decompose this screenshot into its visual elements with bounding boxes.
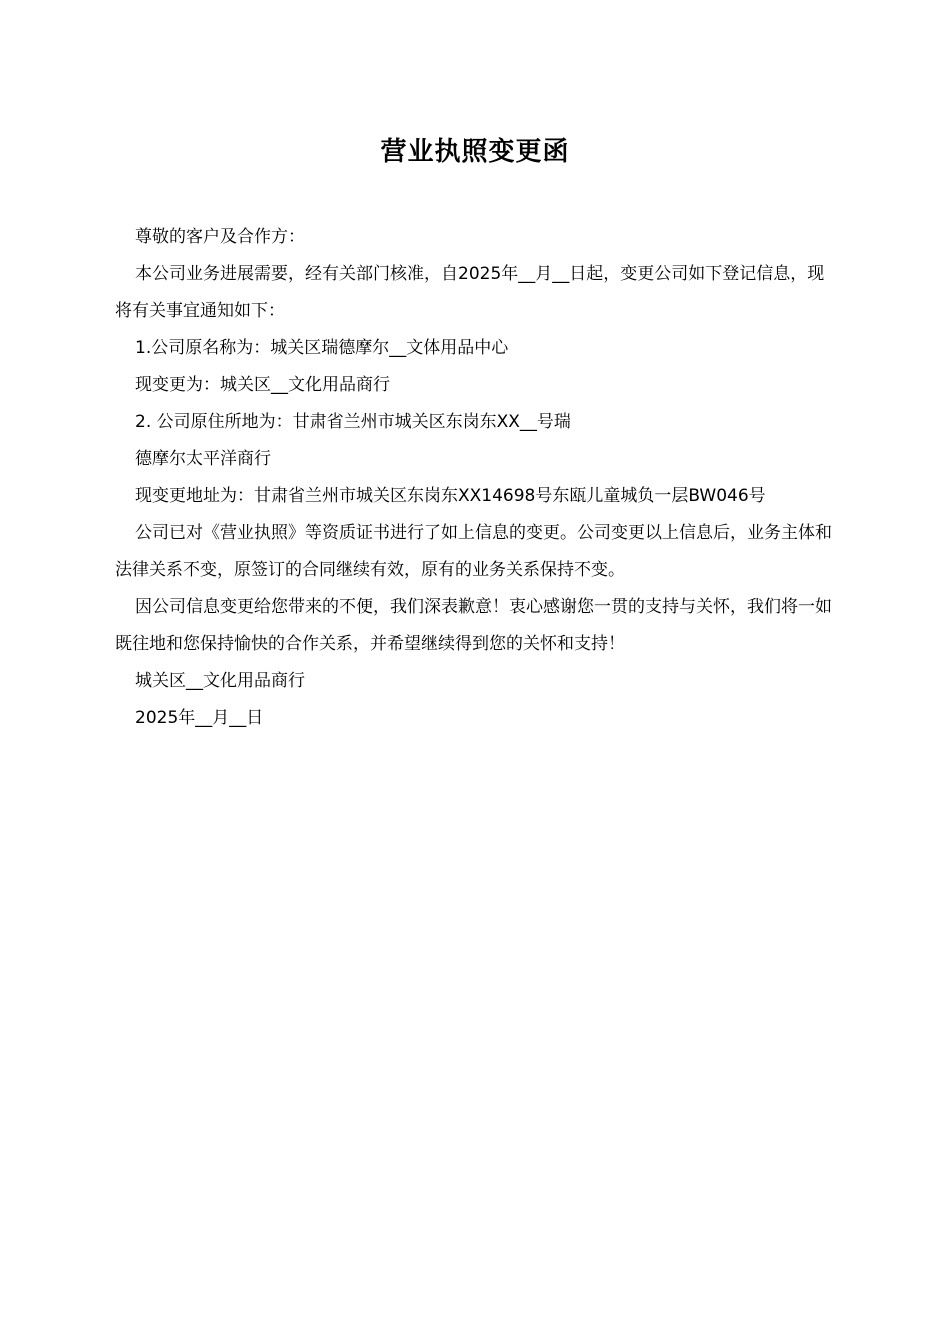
apology-statement: 因公司信息变更给您带来的不便，我们深表歉意！衷心感谢您一贯的支持与关怀，我们将一如既往地和您保持愉快的合作关系，并希望继续得到您的关怀和支持！ — [115, 597, 832, 654]
document-body — [115, 219, 837, 737]
document-title: 营业执照变更函 — [380, 137, 570, 167]
signature-date: 2025年__月__日 — [135, 708, 264, 728]
new-name: 现变更为：城关区__文化用品商行 — [135, 375, 390, 395]
change-statement: 公司已对《营业执照》等资质证书进行了如上信息的变更。公司变更以上信息后，业务主体和法律关系不变，原签订的合同继续有效，原有的业务关系保持不变。 — [115, 523, 832, 580]
original-name: 1.公司原名称为：城关区瑞德摩尔__文体用品中心 — [135, 338, 509, 358]
signature-company: 城关区__文化用品商行 — [135, 671, 305, 691]
intro-paragraph: 本公司业务进展需要，经有关部门核准，自2025年__月__日起，变更公司如下登记信息，现将有关事宜通知如下： — [115, 264, 825, 321]
original-address-line-1: 2. 公司原住所地为：甘肃省兰州市城关区东岗东XX__号瑞 — [135, 412, 571, 432]
original-address-line-2: 德摩尔太平洋商行 — [135, 449, 271, 469]
salutation: 尊敬的客户及合作方： — [135, 227, 305, 247]
new-address: 现变更地址为：甘肃省兰州市城关区东岗东XX14698号东瓯儿童城负一层BW046号 — [135, 486, 766, 506]
